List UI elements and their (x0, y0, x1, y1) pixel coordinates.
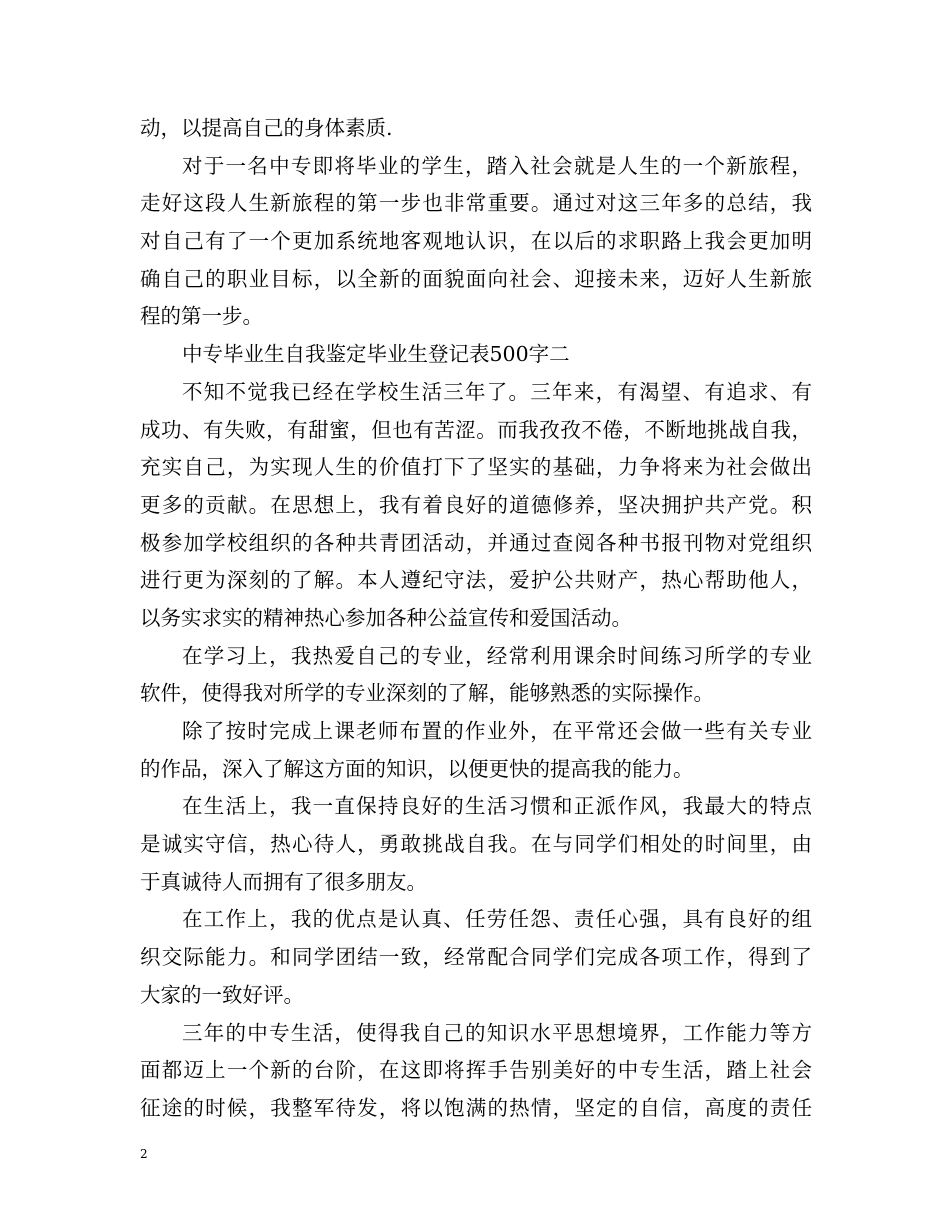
text-line: 程的第一步。 (140, 304, 263, 329)
text-line: 极参加学校组织的各种共青团活动，并通过查阅各种书报刊物对党组织 (140, 530, 812, 555)
text-line: 以务实求实的精神热心参加各种公益宣传和爱国活动。 (140, 605, 632, 630)
text-line: 软件，使得我对所学的专业深刻的了解，能够熟悉的实际操作。 (140, 681, 714, 706)
text-line: 走好这段人生新旅程的第一步也非常重要。通过对这三年多的总结，我 (140, 191, 812, 216)
text-line: 除了按时完成上课老师布置的作业外，在平常还会做一些有关专业 (182, 719, 812, 743)
text-line: 于真诚待人而拥有了很多朋友。 (140, 869, 427, 894)
text-line: 更多的贡献。在思想上，我有着良好的道德修养，坚决拥护共产党。积 (140, 492, 812, 517)
text-line: 面都迈上一个新的台阶，在这即将挥手告别美好的中专生活，踏上社会 (140, 1058, 812, 1083)
text-line: 进行更为深刻的了解。本人遵纪守法，爱护公共财产，热心帮助他人， (140, 568, 812, 593)
text-line: 对自己有了一个更加系统地客观地认识，在以后的求职路上我会更加明 (140, 229, 812, 254)
text-line: 中专毕业生自我鉴定毕业生登记表500字二 (182, 342, 570, 367)
text-line: 动，以提高自己的身体素质. (140, 116, 393, 140)
text-line: 对于一名中专即将毕业的学生，踏入社会就是人生的一个新旅程， (182, 153, 812, 178)
page-number: 2 (140, 1147, 148, 1161)
text-line: 在工作上，我的优点是认真、任劳任怨、责任心强，具有良好的组 (182, 907, 812, 932)
text-line: 充实自己，为实现人生的价值打下了坚实的基础，力争将来为社会做出 (140, 455, 812, 480)
document-body (140, 110, 812, 1128)
text-line: 不知不觉我已经在学校生活三年了。三年来，有渴望、有追求、有 (182, 379, 812, 404)
text-line: 的作品，深入了解这方面的知识，以便更快的提高我的能力。 (140, 756, 694, 781)
text-line: 征途的时候，我整军待发，将以饱满的热情，坚定的自信，高度的责任 (140, 1095, 812, 1120)
text-line: 在学习上，我热爱自己的专业，经常利用课余时间练习所学的专业 (182, 643, 812, 668)
text-line: 三年的中专生活，使得我自己的知识水平思想境界，工作能力等方 (182, 1020, 812, 1045)
text-line: 确自己的职业目标，以全新的面貌面向社会、迎接未来，迈好人生新旅 (140, 266, 812, 291)
text-line: 成功、有失败，有甜蜜，但也有苦涩。而我孜孜不倦，不断地挑战自我， (140, 417, 812, 442)
text-line: 是诚实守信，热心待人，勇敢挑战自我。在与同学们相处的时间里，由 (140, 832, 812, 857)
text-line: 在生活上，我一直保持良好的生活习惯和正派作风，我最大的特点 (182, 794, 812, 819)
text-line: 织交际能力。和同学团结一致，经常配合同学们完成各项工作，得到了 (140, 945, 812, 970)
text-line: 大家的一致好评。 (140, 982, 304, 1007)
